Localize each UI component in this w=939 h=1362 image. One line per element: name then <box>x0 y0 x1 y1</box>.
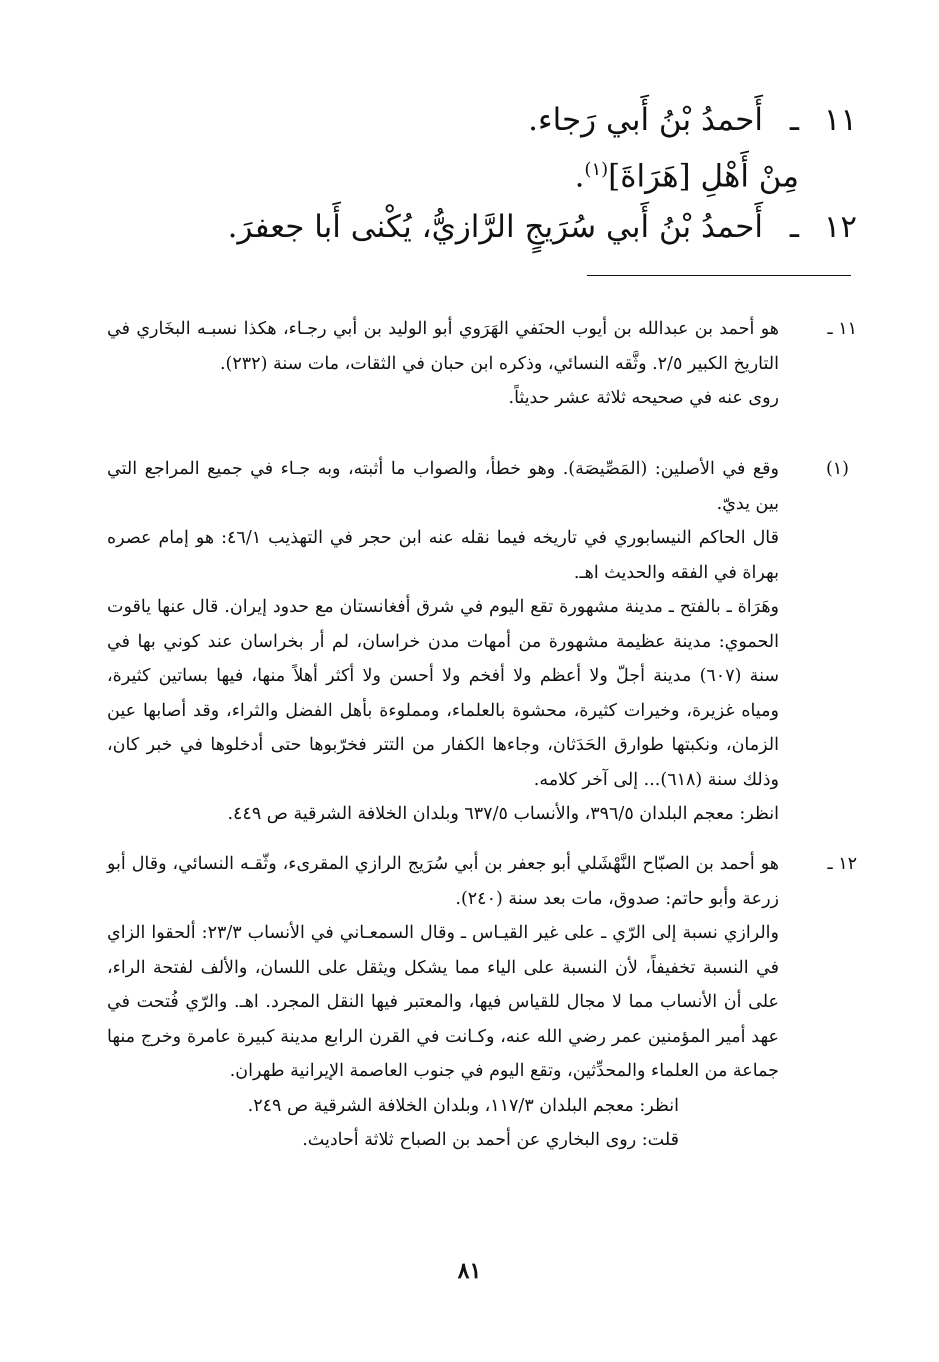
footnote-11 <box>107 312 857 416</box>
footnote-label: ١١ ـ <box>827 319 857 339</box>
entry-origin-text: مِنْ أَهْلِ [هَرَاةَ] <box>608 158 799 195</box>
entry-dash: ـ <box>789 209 799 245</box>
main-entry-12 <box>40 205 857 249</box>
footnote-paragraph: هو أحمد بن الصبّاح النَّهْشَلي أبو جعفر بن أبي سُرَيج الرازي المقرىء، وثّقـه النسائي، وقال أبو زرعة وأبو حاتم: صدوق، مات بعد سنة (٢٤٠). <box>107 854 779 909</box>
footnote-ref: (١) <box>584 159 609 180</box>
entry-text: أَحمدُ بْنُ أَبي سُرَيجٍ الرَّازيُّ، يُكْنى أَبا جعفرَ. <box>227 209 763 245</box>
footnote-paragraph: قال الحاكم النيسابوري في تاريخه فيما نقله عنه ابن حجر في التهذيب ٤٦/١: هو إمام عصره بهراة في الفقه والحديث اهـ. <box>107 528 779 583</box>
footnote-paragraph: انظر: معجم البلدان ١١٧/٣، وبلدان الخلافة الشرقية ص ٢٤٩. <box>247 1095 679 1116</box>
footnote-1 <box>107 452 857 832</box>
entry-origin-end: . <box>574 158 585 195</box>
entry-dash: ـ <box>789 102 799 138</box>
footnote-body <box>107 452 779 832</box>
footnote-paragraph: قلت: روى البخاري عن أحمد بن الصباح ثلاثة أحاديث. <box>302 1130 679 1150</box>
footnote-12 <box>107 847 857 1158</box>
footnote-separator <box>587 275 851 276</box>
footnote-paragraph: وهَرَاة ـ بالفتح ـ مدينة مشهورة تقع اليوم في شرق أفغانستان مع حدود إيران. قال عنها ياقوت الحموي: مدينة عظيمة مشهورة من أمهات مدن خراسان، لم أر بخراسان عند كوني بها في سنة (٦٠٧) مدينة أجلّ ولا أعظم ولا أفخم ولا أحسن ولا أكثر أهلاً منها، فيها بساتين كثيرة، ومياه غزيرة، وخيرات كثيرة، محشوة بالعلماء، ومملوءة بأهل الفضل والثراء، وقد أصابها عين الزمان، ونكبتها طوارق الحَدَثان، وجاءها الكفار من التتر فخرّبوها حتى أدخلوها في خبر كان، وذلك سنة (٦١٨)... إلى آخر كلامه. <box>107 597 780 790</box>
main-entry-11-origin <box>40 148 799 198</box>
footnote-paragraph: والرازي نسبة إلى الرّي ـ على غير القيـاس ـ وقال السمعـاني في الأنساب ٢٣/٣: ألحقوا الزاي في النسبة تخفيفاً، لأن النسبة على الياء مما يشكل ويثقل على اللسان، والألف لفتحة الراء، على أن الأنساب مما لا مجال للقياس فيها، والمعتبر فيها النقل المجرد. اهـ. والرّي فُتحت في عهد أمير المؤمنين عمر رضي الله عنه، وكـانت في القرن الرابع مدينة كبيرة عامرة وخرج منها جماعة من العلماء والمحدِّثين، وتقع اليوم في جنوب العاصمة الإيرانية طهران. <box>107 923 779 1081</box>
footnote-body <box>107 312 779 416</box>
footnote-paragraph: انظر: معجم البلدان ٣٩٦/٥، والأنساب ٦٣٧/٥ وبلدان الخلافة الشرقية ص ٤٤٩. <box>227 804 779 824</box>
page-number: ٨١ <box>457 1258 482 1284</box>
footnote-paragraph: وقع في الأصلين: (المَصِّيصَة). وهو خطأ، والصواب ما أثبته، وبه جـاء في جميع المراجع التي بين يديّ. <box>107 459 779 514</box>
main-entry-11 <box>40 98 857 142</box>
footnote-paragraph: هو أحمد بن عبدالله بن أيوب الحنَفي الهَرَوي أبو الوليد بن أبي رجـاء، هكذا نسبـه البخَاري في التاريخ الكبير ٢/٥. وثَّقه النسائي، وذكره ابن حبان في الثقات، مات سنة (٢٣٢). <box>107 319 779 374</box>
footnote-label: (١) <box>825 459 849 479</box>
footnote-paragraph: روى عنه في صحيحه ثلاثة عشر حديثاً. <box>508 388 779 408</box>
entry-text: أَحمدُ بْنُ أَبي رَجاء. <box>528 102 763 138</box>
footnote-body <box>107 847 779 1158</box>
entry-number: ١٢ <box>823 209 857 245</box>
entry-number: ١١ <box>823 102 857 138</box>
footnote-label: ١٢ ـ <box>827 854 857 874</box>
